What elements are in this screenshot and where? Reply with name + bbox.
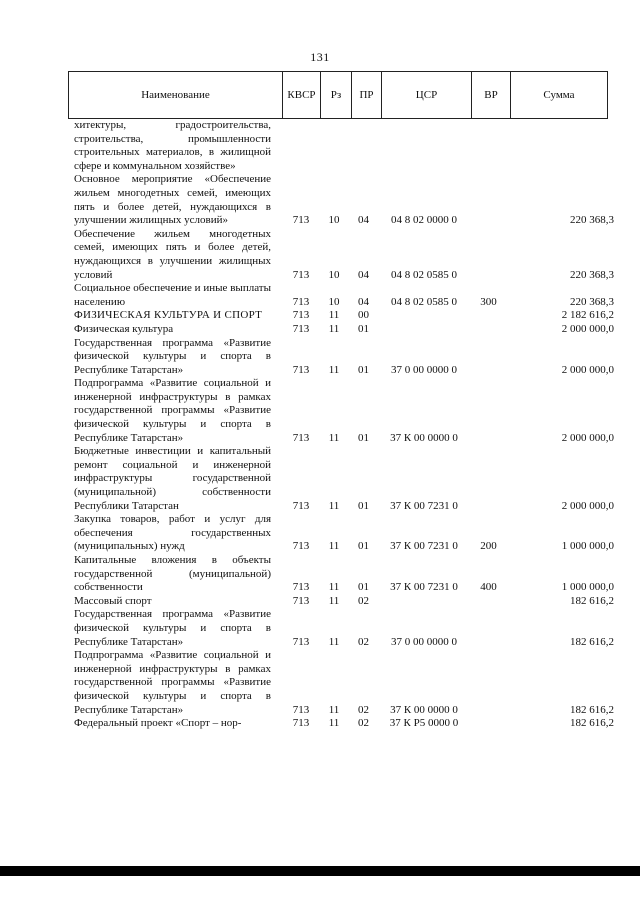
row-kvsr: 713 xyxy=(292,309,310,322)
row-csr: 37 0 00 0000 0 xyxy=(391,363,457,376)
row-kvsr: 713 xyxy=(292,214,310,227)
row-sum: 1 000 000,0 xyxy=(561,581,614,594)
row-name: Капитальные вложения в объекты государственной (муниципальной) собственности xyxy=(74,554,271,594)
table-row xyxy=(74,554,614,595)
table-row xyxy=(74,337,614,378)
row-csr: 37 К 00 7231 0 xyxy=(390,540,458,553)
row-rz: 11 xyxy=(328,635,340,648)
table-row xyxy=(74,513,614,554)
row-sum: 182 616,2 xyxy=(570,594,614,607)
table-body xyxy=(74,119,614,731)
row-rz: 11 xyxy=(328,431,340,444)
row-rz: 11 xyxy=(328,594,340,607)
row-rz: 11 xyxy=(328,581,340,594)
row-sum: 220 368,3 xyxy=(570,295,614,308)
row-kvsr: 713 xyxy=(292,703,310,716)
row-name: Государственная программа «Развитие физической культуры и спорта в Республике Татарстан» xyxy=(74,608,271,648)
row-kvsr: 713 xyxy=(292,540,310,553)
row-kvsr: 713 xyxy=(292,295,310,308)
row-pr: 01 xyxy=(358,322,369,335)
column-header-name: Наименование xyxy=(69,72,283,118)
row-kvsr: 713 xyxy=(292,268,310,281)
row-kvsr: 713 xyxy=(292,594,310,607)
row-pr: 00 xyxy=(358,309,369,322)
row-vr: 300 xyxy=(480,295,497,308)
row-rz: 11 xyxy=(328,322,340,335)
row-sum: 182 616,2 xyxy=(570,717,614,730)
row-pr: 01 xyxy=(358,540,369,553)
row-vr: 200 xyxy=(480,540,497,553)
row-vr: 400 xyxy=(480,581,497,594)
table-row xyxy=(74,323,614,337)
row-rz: 11 xyxy=(328,363,340,376)
column-header-kvsr: КВСР xyxy=(283,72,321,118)
row-name: Государственная программа «Развитие физической культуры и спорта в Республике Татарстан» xyxy=(74,336,271,376)
table-row xyxy=(74,119,614,173)
row-csr: 04 8 02 0585 0 xyxy=(391,268,457,281)
row-sum: 1 000 000,0 xyxy=(561,540,614,553)
row-pr: 04 xyxy=(358,214,369,227)
row-pr: 04 xyxy=(358,295,369,308)
row-kvsr: 713 xyxy=(292,717,310,730)
row-name: Федеральный проект «Спорт – нор- xyxy=(74,717,242,730)
row-sum: 2 182 616,2 xyxy=(561,309,614,322)
column-header-sum: Сумма xyxy=(511,72,608,118)
row-rz: 10 xyxy=(328,268,340,281)
row-pr: 02 xyxy=(358,703,369,716)
row-kvsr: 713 xyxy=(292,499,310,512)
row-pr: 02 xyxy=(358,717,369,730)
row-pr: 04 xyxy=(358,268,369,281)
table-row xyxy=(74,309,614,323)
table-row xyxy=(74,377,614,445)
row-sum: 220 368,3 xyxy=(570,214,614,227)
row-pr: 01 xyxy=(358,499,369,512)
row-name: Физическая культура xyxy=(74,322,174,335)
row-csr: 37 К 00 7231 0 xyxy=(390,499,458,512)
row-pr: 01 xyxy=(358,581,369,594)
table-row xyxy=(74,173,614,227)
row-csr: 04 8 02 0585 0 xyxy=(391,295,457,308)
row-kvsr: 713 xyxy=(292,322,310,335)
row-sum: 2 000 000,0 xyxy=(561,363,614,376)
row-sum: 2 000 000,0 xyxy=(561,499,614,512)
row-kvsr: 713 xyxy=(292,431,310,444)
row-name: Основное мероприятие «Обеспечение жильем многодетных семей, имеющих пять и более детей, нуждающихся в улучшении жилищных условий» xyxy=(74,173,271,227)
row-pr: 01 xyxy=(358,431,369,444)
row-name: хитектуры, градостроительства, строительства, промышленности строительных материалов, в жилищной сфере и коммунальном хозяйстве» xyxy=(74,119,271,172)
row-kvsr: 713 xyxy=(292,635,310,648)
row-csr: 04 8 02 0000 0 xyxy=(391,214,457,227)
row-kvsr: 713 xyxy=(292,581,310,594)
column-header-pr: ПР xyxy=(352,72,382,118)
table-row xyxy=(74,717,614,731)
row-csr: 37 К Р5 0000 0 xyxy=(389,717,459,730)
row-csr: 37 0 00 0000 0 xyxy=(391,635,457,648)
row-name: Подпрограмма «Развитие социальной и инженерной инфраструктуры в рамках государственной программы «Развитие физической культуры и спорта в Республике Татарстан» xyxy=(74,649,271,716)
row-rz: 11 xyxy=(328,309,340,322)
table-header xyxy=(68,71,608,119)
row-kvsr: 713 xyxy=(292,363,310,376)
table-row xyxy=(74,445,614,513)
row-sum: 2 000 000,0 xyxy=(561,431,614,444)
row-name: Обеспечение жильем многодетных семей, имеющих пять и более детей, нуждающихся в улучшении жилищных условий xyxy=(74,227,271,281)
table-row xyxy=(74,282,614,309)
column-header-csr: ЦСР xyxy=(382,72,472,118)
table-row xyxy=(74,228,614,282)
row-rz: 10 xyxy=(328,214,340,227)
column-header-rz: Рз xyxy=(321,72,352,118)
scan-border xyxy=(0,866,640,876)
row-name: Массовый спорт xyxy=(74,594,152,607)
row-sum: 220 368,3 xyxy=(570,268,614,281)
table-row xyxy=(74,649,614,717)
row-name: Закупка товаров, работ и услуг для обеспечения государственных (муниципальных) нужд xyxy=(74,513,271,553)
row-pr: 01 xyxy=(358,363,369,376)
table-row xyxy=(74,595,614,609)
row-name: ФИЗИЧЕСКАЯ КУЛЬТУРА И СПОРТ xyxy=(74,309,263,322)
row-sum: 182 616,2 xyxy=(570,635,614,648)
row-rz: 11 xyxy=(328,703,340,716)
row-pr: 02 xyxy=(358,635,369,648)
row-rz: 11 xyxy=(328,540,340,553)
row-sum: 182 616,2 xyxy=(570,703,614,716)
row-csr: 37 К 00 0000 0 xyxy=(390,703,458,716)
row-name: Бюджетные инвестиции и капитальный ремонт социальной и инженерной инфраструктуры государственной (муниципальной) собственности Республики Татарстан xyxy=(74,445,271,512)
row-rz: 11 xyxy=(328,499,340,512)
row-csr: 37 К 00 0000 0 xyxy=(390,431,458,444)
row-pr: 02 xyxy=(358,594,369,607)
row-rz: 10 xyxy=(328,295,340,308)
row-sum: 2 000 000,0 xyxy=(561,322,614,335)
row-rz: 11 xyxy=(328,717,340,730)
row-name: Подпрограмма «Развитие социальной и инженерной инфраструктуры в рамках государственной программы «Развитие физической культуры и спорта в Республике Татарстан» xyxy=(74,377,271,444)
row-name: Социальное обеспечение и иные выплаты населению xyxy=(74,282,271,308)
row-csr: 37 К 00 7231 0 xyxy=(390,581,458,594)
page-number: 131 xyxy=(310,50,330,64)
table-row xyxy=(74,608,614,649)
column-header-vr: ВР xyxy=(472,72,511,118)
